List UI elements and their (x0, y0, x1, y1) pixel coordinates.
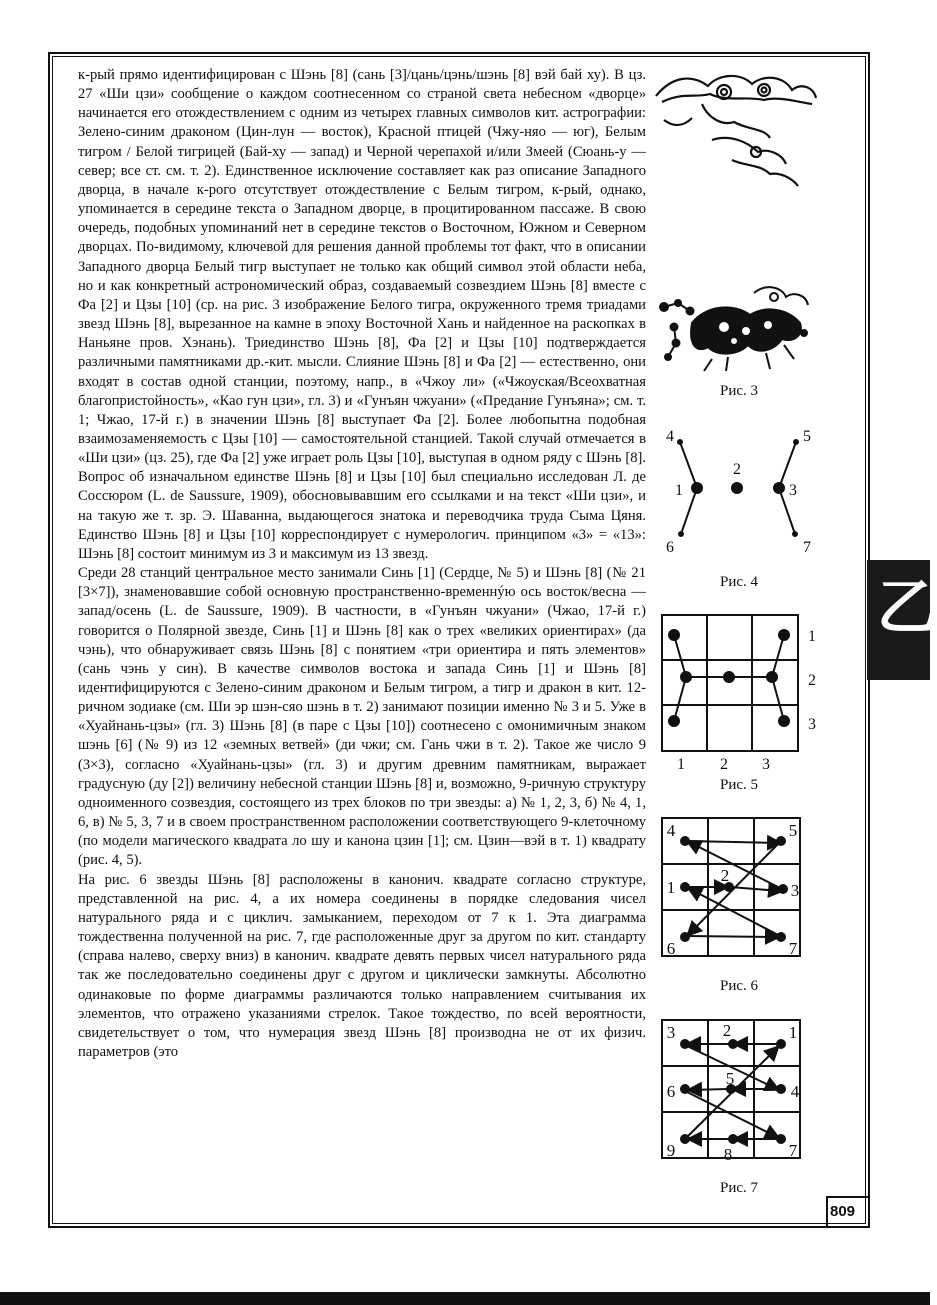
col-label: 1 (677, 756, 685, 773)
article-text (78, 66, 646, 1062)
figure-caption: Рис. 4 (719, 574, 759, 590)
cloud-ornament-illustration (652, 68, 822, 198)
thumb-index-glyph: 乙 (877, 573, 937, 643)
row-label: 1 (808, 628, 816, 645)
figure-5-grid-diagram (660, 613, 820, 773)
paragraph: На рис. 6 звезды Шэнь [8] расположены в канонич. квадрате согласно структуре, представленной на рис. 4, а их номера соединены в порядке следования чисел натурального ряда и с циклич. замыканием, переходом от 7 к 1. Эта диаграмма тождественна полученной на рис. 7, где расположенные друг за другом по кит. стандарту (справа налево, сверху вниз) в канонич. квадрате девять первых чисел натурального ряда так же последовательно соединены друг с другом и циклически замкнуты. Абсолютно одинаковые по форме диаграммы различаются только направлением считывания их элементов, что отражено указаниями стрелок. Такое тождество, по всей вероятности, свидетельствует о том, что нумерация звезд Шэнь [8] производна не от их физич. параметров (это (78, 871, 646, 1060)
figure-caption: Рис. 3 (719, 383, 759, 399)
figure-4-star-diagram (658, 422, 818, 562)
figure-7-arrow-diagram (660, 1018, 810, 1168)
star-label: 4 (666, 428, 674, 445)
star-label: 5 (803, 428, 811, 445)
number-label: 5 (725, 1069, 735, 1088)
figure-caption: Рис. 7 (719, 1180, 759, 1196)
row-label: 3 (808, 716, 816, 733)
star-label: 4 (666, 821, 676, 840)
star-label: 2 (733, 461, 741, 478)
star-label: 7 (788, 939, 798, 958)
number-label: 1 (788, 1023, 798, 1042)
paragraph: к-рый прямо идентифицирован с Шэнь [8] (сань [3]/цань/цэнь/шэнь [8] вэй бай ху). В цз. 27 «Ши цзи» сообщение о каждом соотнесенном со страной света небесном «дворце» начинается его отождествлением с одним из четырех главных символов кит. астрографии: Зелено-синим драконом (Цин-лун — восток), Красной птицей (Чжу-няо — юг), Белым тигром / Белой тигрицей (Бай-ху — запад) и Черной черепахой и/или Змеей (Сюань-у — север; все ст. см. т. 2). Единственное исключение составляет как раз описание Западного дворца, в начале к-рого отсутствует отождествление с Белым тигром, к-рый, однако, упоминается в середине текста о Западном дворце, в процитированном пассаже. В свою очередь, подобных упоминаний нет в середине текстов о Восточном, Южном и Северном дворцах. По-видимому, ключевой для решения данной проблемы тот факт, что в описании Западного дворца Белый тигр выступает не только как общий символ этой области неба, но и как конкретный астрономический образ, создаваемый созвездием Шэнь [8] вместе с Фа [2] и Цзы [10] (ср. на рис. 3 изображение Белого тигра, окруженного тремя триадами звезд Шэнь [8], вырезанное на камне в эпоху Восточной Хань и найденное на раскопках в Наньяне пров. Хэнань). Триединство Шэнь [8], Фа [2] и Цзы [10] подтверждается различными памятниками др.-кит. мысли. Слияние Шэнь [8] и Фа [2] — естественно, они входят в состав одной станции, поэтому, напр., в «Чжоу ли» («Чжоуская/Всеохватная благопристойность», «Као гун цзи», гл. 3) и «Гунъян чжуани» («Предание Гунъяна»; см. т. 1; Чжао, 17-й г.) в значении Шэнь [8] выступает Фа [2]. Более любопытна подобная взаимозаменяемость с Цзы [10] — самостоятельной станцией. Такой случай отмечается в «Ши цзи» (цз. 25), где Фа [2] уже играет роль Цзы [10], выступая в одном ряду с Шэнь [8]. Вопрос об изначальном единстве Шэнь [8] и Цзы [10] был специально исследован Л. де Соссюром (L. de Saussure, 1909), обосновывавшим его ссылками и на текст «Ши цзи», и на такую же т. зр. Э. Шаванна, выдающегося знатока и переводчика труда Сыма Цяня. Единство Шэнь [8] и Цзы [10] корреспондирует с нумерологич. принципом «3» = «13»: Шэнь [8] состоит минимум из 3 и максимум из 13 звезд. (78, 67, 646, 562)
figure-6-arrow-diagram (660, 816, 810, 966)
page-number: 809 (830, 1203, 856, 1220)
number-label: 2 (722, 1021, 732, 1040)
star-label: 3 (789, 482, 797, 499)
row-label: 2 (808, 672, 816, 689)
figure-caption: Рис. 5 (719, 777, 759, 793)
star-label: 3 (790, 881, 800, 900)
star-label: 7 (803, 539, 811, 556)
number-label: 8 (723, 1145, 733, 1164)
white-tiger-relief-illustration (654, 283, 814, 373)
number-label: 4 (790, 1082, 800, 1101)
paragraph: Среди 28 станций центральное место занимали Синь [1] (Сердце, № 5) и Шэнь [8] (№ 21 [3×7]), знаменовавшие собой основную пространственно-временнýю ось восток/весна — запад/осень (L. de Saussure, 1909). В частности, в «Гунъян чжуани» (Чжао, 17-й г.) говорится о Полярной звезде, Синь [1] и Шэнь [8] как о трех «великих ориентирах» (да чэнь), что обнаруживает связь Шэнь [8] с понятием «три ориентира и пять элементов» (сань чэнь у син). В качестве символов востока и запада Синь [1] и Шэнь [8] идентифицируются с Зелено-синим драконом и Белым тигром, а тигр и дракон в кит. 12-ричном зодиаке (см. Ши эр шэн-сяо шэнь в т. 2) занимают позиции именно № 3 и 5. Уже в «Хуайнань-цзы» (гл. 3) Шэнь [8] (в паре с Цзы [10]) соотнесено с омонимичным знаком шэнь [6] (№ 9) из 12 «земных ветвей» (ди чжи; см. Гань чжи в т. 2). Такое же число 9 (3×3), согласно «Хуайнань-цзы» (гл. 3) и другим древним памятникам, выражает градусную (ду [2]) величину небесной станции Шэнь [8] и, возможно, 9-ричную структуру одноименного созвездия, состоящего из трех блоков по три звезды: а) № 1, 2, 3, б) № 4, 1, 6, в) № 5, 3, 7 и в своем пространственном расположении соответствующего 9-клеточному (по модели магического квадрата ло шу и канона цзин [1]; см. Цзин—вэй в т. 1) квадрату (рис. 4, 5). (78, 565, 646, 869)
number-label: 3 (666, 1023, 676, 1042)
number-label: 6 (666, 1082, 676, 1101)
number-label: 7 (788, 1141, 798, 1160)
col-label: 3 (762, 756, 770, 773)
figure-caption: Рис. 6 (719, 978, 759, 994)
thumb-index-tab (867, 560, 937, 680)
star-label: 1 (675, 482, 683, 499)
star-label: 5 (788, 821, 798, 840)
scan-bottom-edge (0, 1292, 930, 1305)
star-label: 6 (666, 939, 676, 958)
star-label: 6 (666, 539, 674, 556)
col-label: 2 (720, 756, 728, 773)
star-label: 1 (666, 878, 676, 897)
star-label: 2 (720, 866, 730, 885)
number-label: 9 (666, 1141, 676, 1160)
